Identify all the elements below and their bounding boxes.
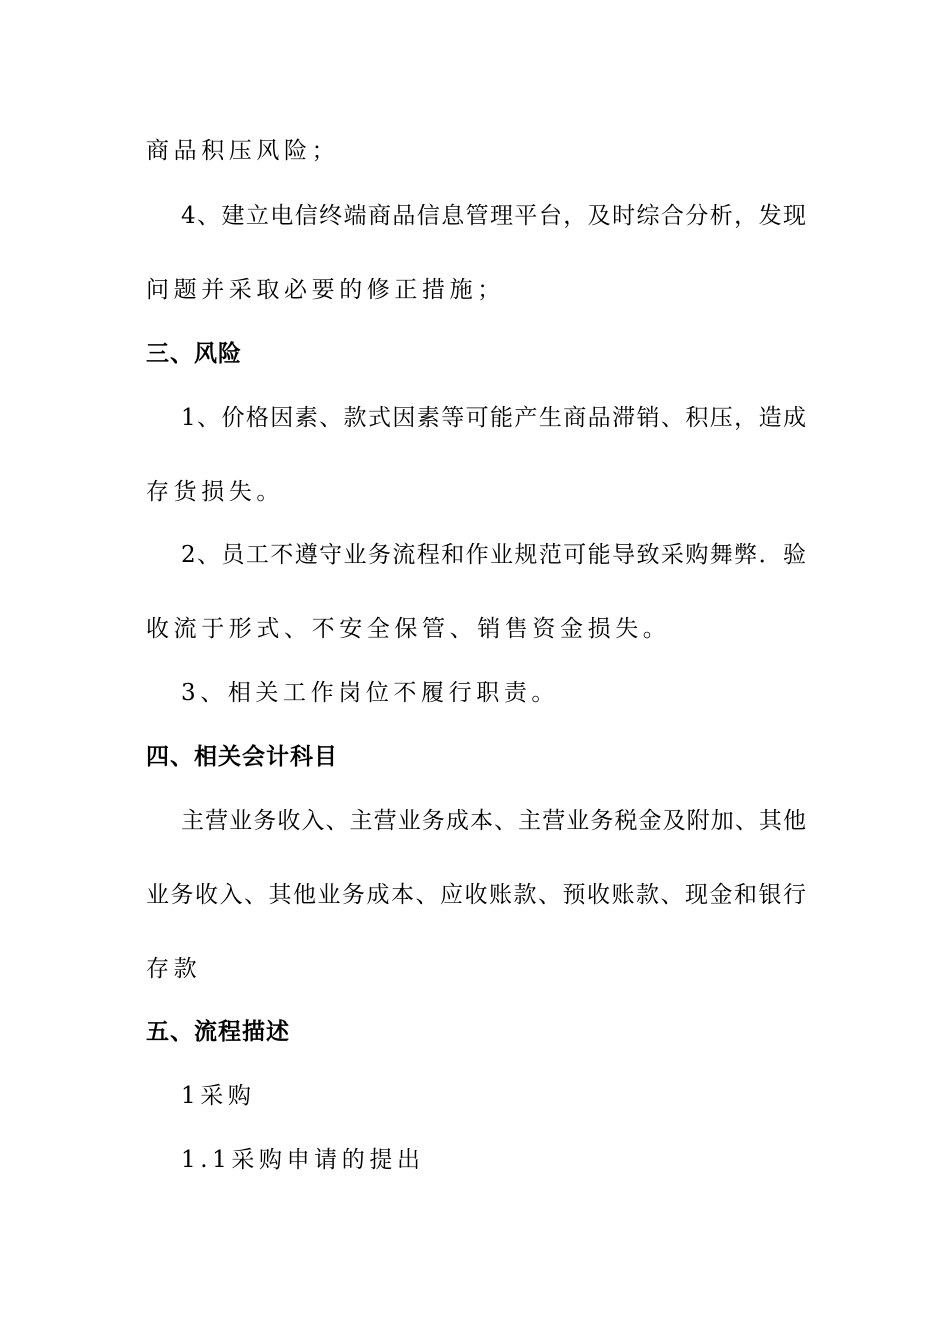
section-heading: 三、风险 — [146, 341, 242, 367]
paragraph-line: 存货损失。 — [146, 479, 284, 505]
paragraph-line: 业务收入、其他业务成本、应收账款、预收账款、现金和银行 — [146, 882, 806, 908]
paragraph-line: 1.1采购申请的提出 — [181, 1147, 425, 1173]
paragraph-line: 收流于形式、不安全保管、销售资金损失。 — [146, 616, 671, 642]
paragraph-line: 1采购 — [181, 1083, 256, 1109]
paragraph-line: 主营业务收入、主营业务成本、主营业务税金及附加、其他 — [181, 808, 806, 834]
paragraph-line: 4、建立电信终端商品信息管理平台，及时综合分析，发现 — [181, 203, 806, 229]
section-heading: 五、流程描述 — [146, 1019, 290, 1045]
paragraph-line: 1、价格因素、款式因素等可能产生商品滞销、积压，造成 — [181, 405, 806, 431]
paragraph-line: 商品积压风险； — [146, 138, 340, 164]
paragraph-line: 2、员工不遵守业务流程和作业规范可能导致采购舞弊．验 — [181, 542, 806, 568]
paragraph-line: 3、相关工作岗位不履行职责。 — [181, 680, 560, 706]
section-heading: 四、相关会计科目 — [146, 744, 338, 770]
paragraph-line: 问题并采取必要的修正措施； — [146, 277, 505, 303]
paragraph-line: 存款 — [146, 956, 202, 982]
